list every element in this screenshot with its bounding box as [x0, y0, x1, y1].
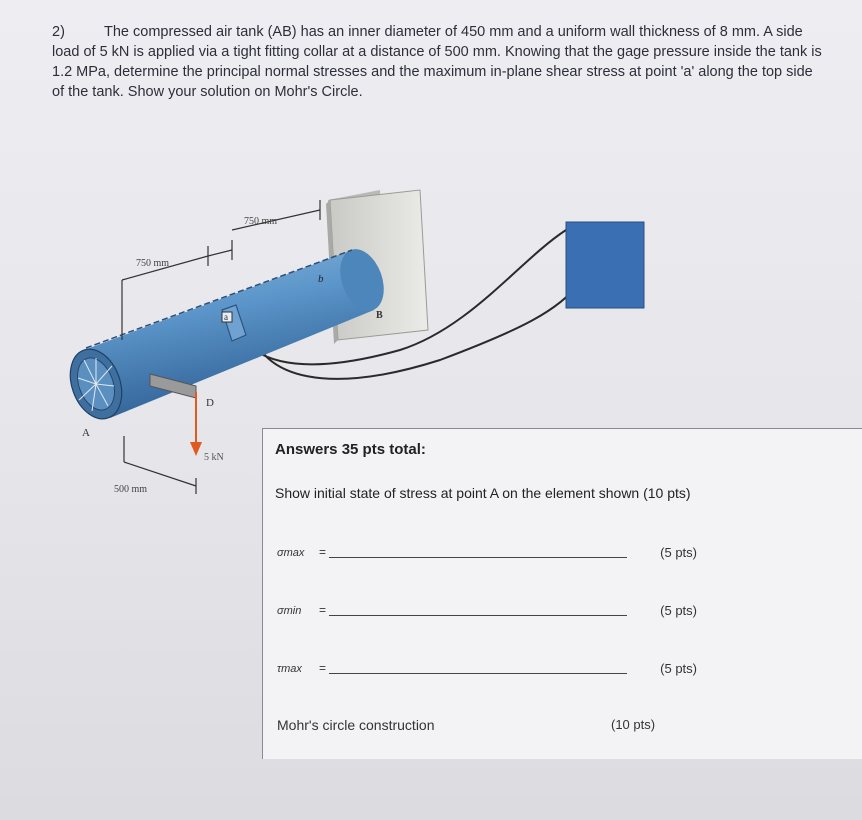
dim-top-label: 750 mm: [244, 216, 278, 227]
load-label: 5 kN: [204, 452, 224, 463]
answers-title: Answers 35 pts total:: [275, 441, 426, 458]
dim-left-label: 750 mm: [136, 258, 170, 269]
sigma-min-answer-line[interactable]: [329, 615, 627, 616]
answers-box: [262, 428, 862, 759]
sigma-min-points: (5 pts): [660, 603, 697, 618]
sigma-max-points: (5 pts): [660, 545, 697, 560]
label-lower-b: b: [318, 273, 324, 285]
tau-max-answer-line[interactable]: [329, 673, 627, 674]
sigma-min-equals: =: [319, 603, 327, 617]
mohr-circle-points: (10 pts): [611, 717, 656, 732]
tau-max-points: (5 pts): [660, 661, 697, 676]
mohr-circle-label: Mohr's circle construction: [277, 717, 435, 733]
answers-subtitle: Show initial state of stress at point A on the element shown (10 pts): [275, 485, 691, 501]
tau-max-symbol: τmax: [277, 663, 302, 675]
sigma-max-answer-line[interactable]: [329, 557, 627, 558]
tau-max-equals: =: [319, 661, 327, 675]
tau-max-row: [277, 661, 697, 681]
label-upper-a: a: [224, 312, 228, 322]
sigma-max-symbol: σmax: [277, 547, 305, 559]
problem-statement: [52, 22, 822, 102]
sigma-max-equals: =: [319, 545, 327, 559]
dim-bottom-label: 500 mm: [114, 484, 148, 495]
label-point-B: B: [376, 310, 383, 321]
problem-number: 2): [52, 24, 65, 40]
label-point-D: D: [206, 397, 214, 409]
sigma-max-row: [277, 545, 697, 565]
load-arrowhead: [190, 442, 202, 456]
control-box: [566, 222, 644, 308]
label-point-A: A: [82, 427, 90, 439]
sigma-min-row: [277, 603, 697, 623]
sigma-min-symbol: σmin: [277, 605, 302, 617]
problem-text: The compressed air tank (AB) has an inner diameter of 450 mm and a uniform wall thickness of 8 mm. A side load of 5 kN is applied via a tight fitting collar at a distance of 500 mm. Knowing that the gage pressure inside the tank is 1.2 MPa, determine the principal normal stresses and the maximum in-plane shear stress at point 'a' along the top side of the tank. Show your solution on Mohr's Circle.: [52, 24, 822, 100]
